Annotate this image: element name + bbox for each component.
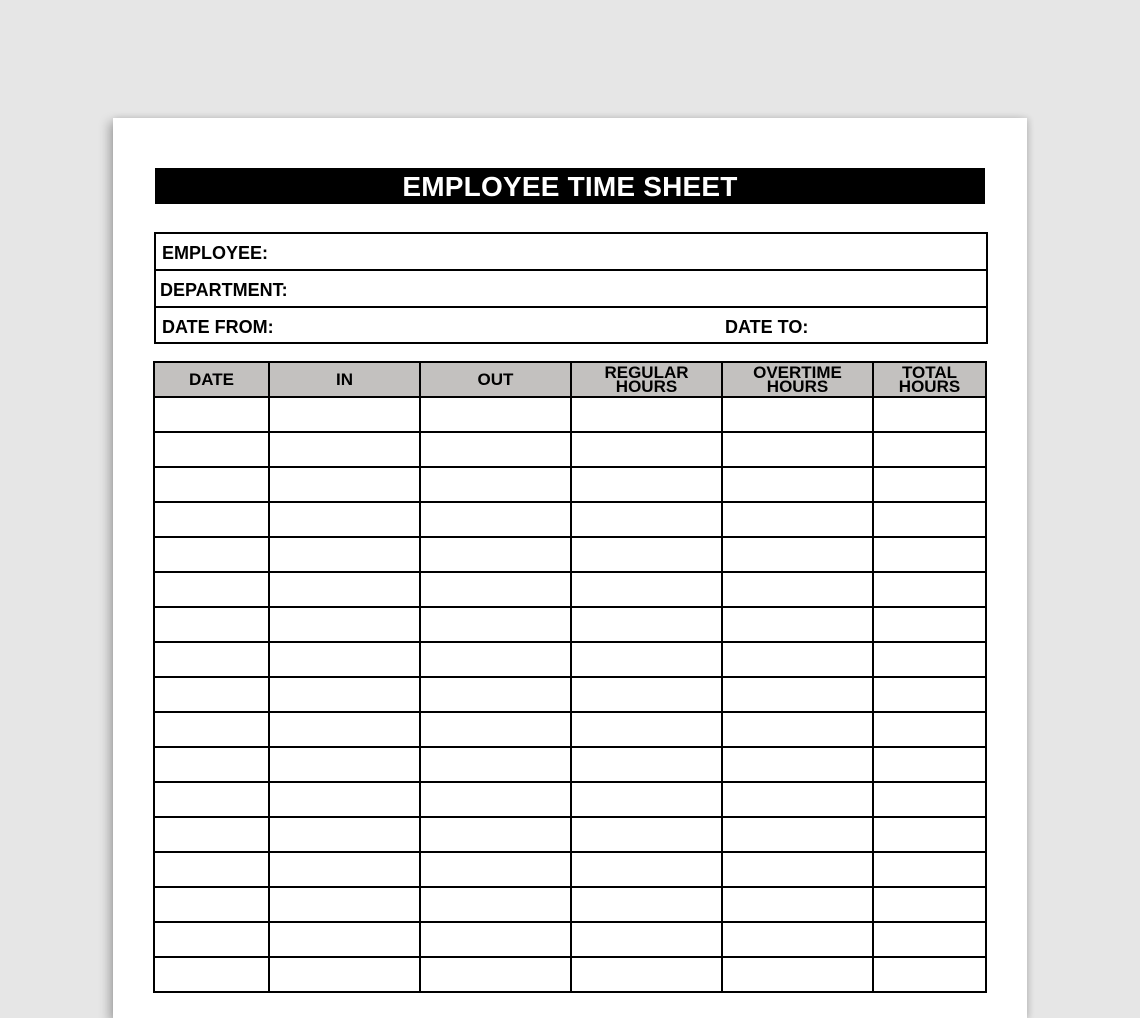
cell-regular-hours[interactable]	[571, 642, 722, 677]
date-from-label: DATE FROM:	[162, 317, 274, 337]
cell-regular-hours[interactable]	[571, 397, 722, 432]
cell-overtime-hours[interactable]	[722, 817, 873, 852]
cell-date[interactable]	[154, 607, 269, 642]
cell-date[interactable]	[154, 712, 269, 747]
cell-in[interactable]	[269, 747, 420, 782]
cell-out[interactable]	[420, 852, 571, 887]
cell-total-hours[interactable]	[873, 572, 986, 607]
cell-out[interactable]	[420, 642, 571, 677]
cell-date[interactable]	[154, 957, 269, 992]
cell-total-hours[interactable]	[873, 607, 986, 642]
cell-overtime-hours[interactable]	[722, 957, 873, 992]
cell-total-hours[interactable]	[873, 887, 986, 922]
cell-regular-hours[interactable]	[571, 502, 722, 537]
cell-total-hours[interactable]	[873, 852, 986, 887]
table-row	[154, 817, 986, 852]
cell-date[interactable]	[154, 887, 269, 922]
employee-label: EMPLOYEE:	[162, 243, 269, 263]
cell-overtime-hours[interactable]	[722, 747, 873, 782]
cell-overtime-hours[interactable]	[722, 887, 873, 922]
cell-total-hours[interactable]	[873, 537, 986, 572]
cell-overtime-hours[interactable]	[722, 852, 873, 887]
cell-in[interactable]	[269, 572, 420, 607]
cell-total-hours[interactable]	[873, 397, 986, 432]
cell-out[interactable]	[420, 607, 571, 642]
cell-total-hours[interactable]	[873, 782, 986, 817]
cell-in[interactable]	[269, 642, 420, 677]
table-row	[154, 852, 986, 887]
cell-total-hours[interactable]	[873, 747, 986, 782]
cell-total-hours[interactable]	[873, 467, 986, 502]
cell-regular-hours[interactable]	[571, 537, 722, 572]
cell-total-hours[interactable]	[873, 922, 986, 957]
cell-in[interactable]	[269, 432, 420, 467]
cell-out[interactable]	[420, 747, 571, 782]
table-row	[154, 432, 986, 467]
cell-out[interactable]	[420, 922, 571, 957]
cell-in[interactable]	[269, 502, 420, 537]
cell-out[interactable]	[420, 397, 571, 432]
cell-out[interactable]	[420, 957, 571, 992]
cell-in[interactable]	[269, 922, 420, 957]
cell-regular-hours[interactable]	[571, 922, 722, 957]
table-row	[154, 922, 986, 957]
cell-out[interactable]	[420, 712, 571, 747]
cell-overtime-hours[interactable]	[722, 782, 873, 817]
cell-date[interactable]	[154, 677, 269, 712]
table-row	[154, 887, 986, 922]
cell-in[interactable]	[269, 537, 420, 572]
table-row	[154, 642, 986, 677]
cell-date[interactable]	[154, 817, 269, 852]
cell-in[interactable]	[269, 467, 420, 502]
cell-total-hours[interactable]	[873, 712, 986, 747]
cell-overtime-hours[interactable]	[722, 572, 873, 607]
table-row	[154, 747, 986, 782]
cell-regular-hours[interactable]	[571, 572, 722, 607]
cell-date[interactable]	[154, 852, 269, 887]
cell-overtime-hours[interactable]	[722, 502, 873, 537]
cell-total-hours[interactable]	[873, 957, 986, 992]
cell-overtime-hours[interactable]	[722, 922, 873, 957]
cell-in[interactable]	[269, 957, 420, 992]
cell-regular-hours[interactable]	[571, 887, 722, 922]
date-range-row[interactable]	[156, 308, 986, 343]
table-row	[154, 537, 986, 572]
cell-in[interactable]	[269, 782, 420, 817]
column-header-in: IN	[269, 362, 420, 397]
cell-date[interactable]	[154, 397, 269, 432]
cell-in[interactable]	[269, 817, 420, 852]
cell-in[interactable]	[269, 887, 420, 922]
cell-in[interactable]	[269, 607, 420, 642]
cell-in[interactable]	[269, 677, 420, 712]
cell-out[interactable]	[420, 572, 571, 607]
table-row	[154, 712, 986, 747]
form-title: EMPLOYEE TIME SHEET	[155, 168, 985, 204]
table-row	[154, 397, 986, 432]
cell-regular-hours[interactable]	[571, 817, 722, 852]
cell-regular-hours[interactable]	[571, 467, 722, 502]
cell-total-hours[interactable]	[873, 677, 986, 712]
cell-date[interactable]	[154, 432, 269, 467]
cell-total-hours[interactable]	[873, 642, 986, 677]
cell-date[interactable]	[154, 782, 269, 817]
cell-overtime-hours[interactable]	[722, 537, 873, 572]
cell-in[interactable]	[269, 397, 420, 432]
table-row	[154, 677, 986, 712]
date-to-label: DATE TO:	[725, 317, 809, 337]
cell-overtime-hours[interactable]	[722, 397, 873, 432]
cell-regular-hours[interactable]	[571, 607, 722, 642]
cell-regular-hours[interactable]	[571, 852, 722, 887]
table-row	[154, 607, 986, 642]
time-entry-table	[153, 361, 987, 993]
cell-date[interactable]	[154, 642, 269, 677]
cell-regular-hours[interactable]	[571, 782, 722, 817]
table-row	[154, 957, 986, 992]
cell-out[interactable]	[420, 502, 571, 537]
column-header-date: DATE	[154, 362, 269, 397]
cell-in[interactable]	[269, 852, 420, 887]
cell-total-hours[interactable]	[873, 432, 986, 467]
cell-date[interactable]	[154, 537, 269, 572]
cell-regular-hours[interactable]	[571, 677, 722, 712]
time-entry-rows	[154, 397, 986, 992]
cell-overtime-hours[interactable]	[722, 642, 873, 677]
table-row	[154, 502, 986, 537]
cell-out[interactable]	[420, 782, 571, 817]
cell-date[interactable]	[154, 467, 269, 502]
cell-in[interactable]	[269, 712, 420, 747]
time-sheet-page	[113, 118, 1027, 1018]
cell-overtime-hours[interactable]	[722, 712, 873, 747]
cell-regular-hours[interactable]	[571, 957, 722, 992]
table-row	[154, 572, 986, 607]
table-row	[154, 467, 986, 502]
column-header-out: OUT	[420, 362, 571, 397]
cell-overtime-hours[interactable]	[722, 677, 873, 712]
employee-row[interactable]	[156, 234, 986, 271]
cell-total-hours[interactable]	[873, 502, 986, 537]
cell-out[interactable]	[420, 817, 571, 852]
cell-total-hours[interactable]	[873, 817, 986, 852]
cell-out[interactable]	[420, 887, 571, 922]
cell-out[interactable]	[420, 677, 571, 712]
cell-date[interactable]	[154, 572, 269, 607]
cell-overtime-hours[interactable]	[722, 467, 873, 502]
cell-date[interactable]	[154, 922, 269, 957]
department-label: DEPARTMENT:	[160, 280, 288, 300]
cell-out[interactable]	[420, 467, 571, 502]
table-header-row	[154, 362, 986, 397]
cell-out[interactable]	[420, 432, 571, 467]
cell-overtime-hours[interactable]	[722, 432, 873, 467]
column-header-regular-hours: REGULAR HOURS	[571, 362, 722, 397]
cell-overtime-hours[interactable]	[722, 607, 873, 642]
cell-regular-hours[interactable]	[571, 432, 722, 467]
cell-date[interactable]	[154, 502, 269, 537]
cell-out[interactable]	[420, 537, 571, 572]
cell-regular-hours[interactable]	[571, 747, 722, 782]
column-header-overtime-hours: OVERTIME HOURS	[722, 362, 873, 397]
employee-info-box	[154, 232, 988, 344]
column-header-total-hours: TOTAL HOURS	[873, 362, 986, 397]
table-row	[154, 782, 986, 817]
cell-date[interactable]	[154, 747, 269, 782]
department-row[interactable]	[156, 271, 986, 308]
cell-regular-hours[interactable]	[571, 712, 722, 747]
